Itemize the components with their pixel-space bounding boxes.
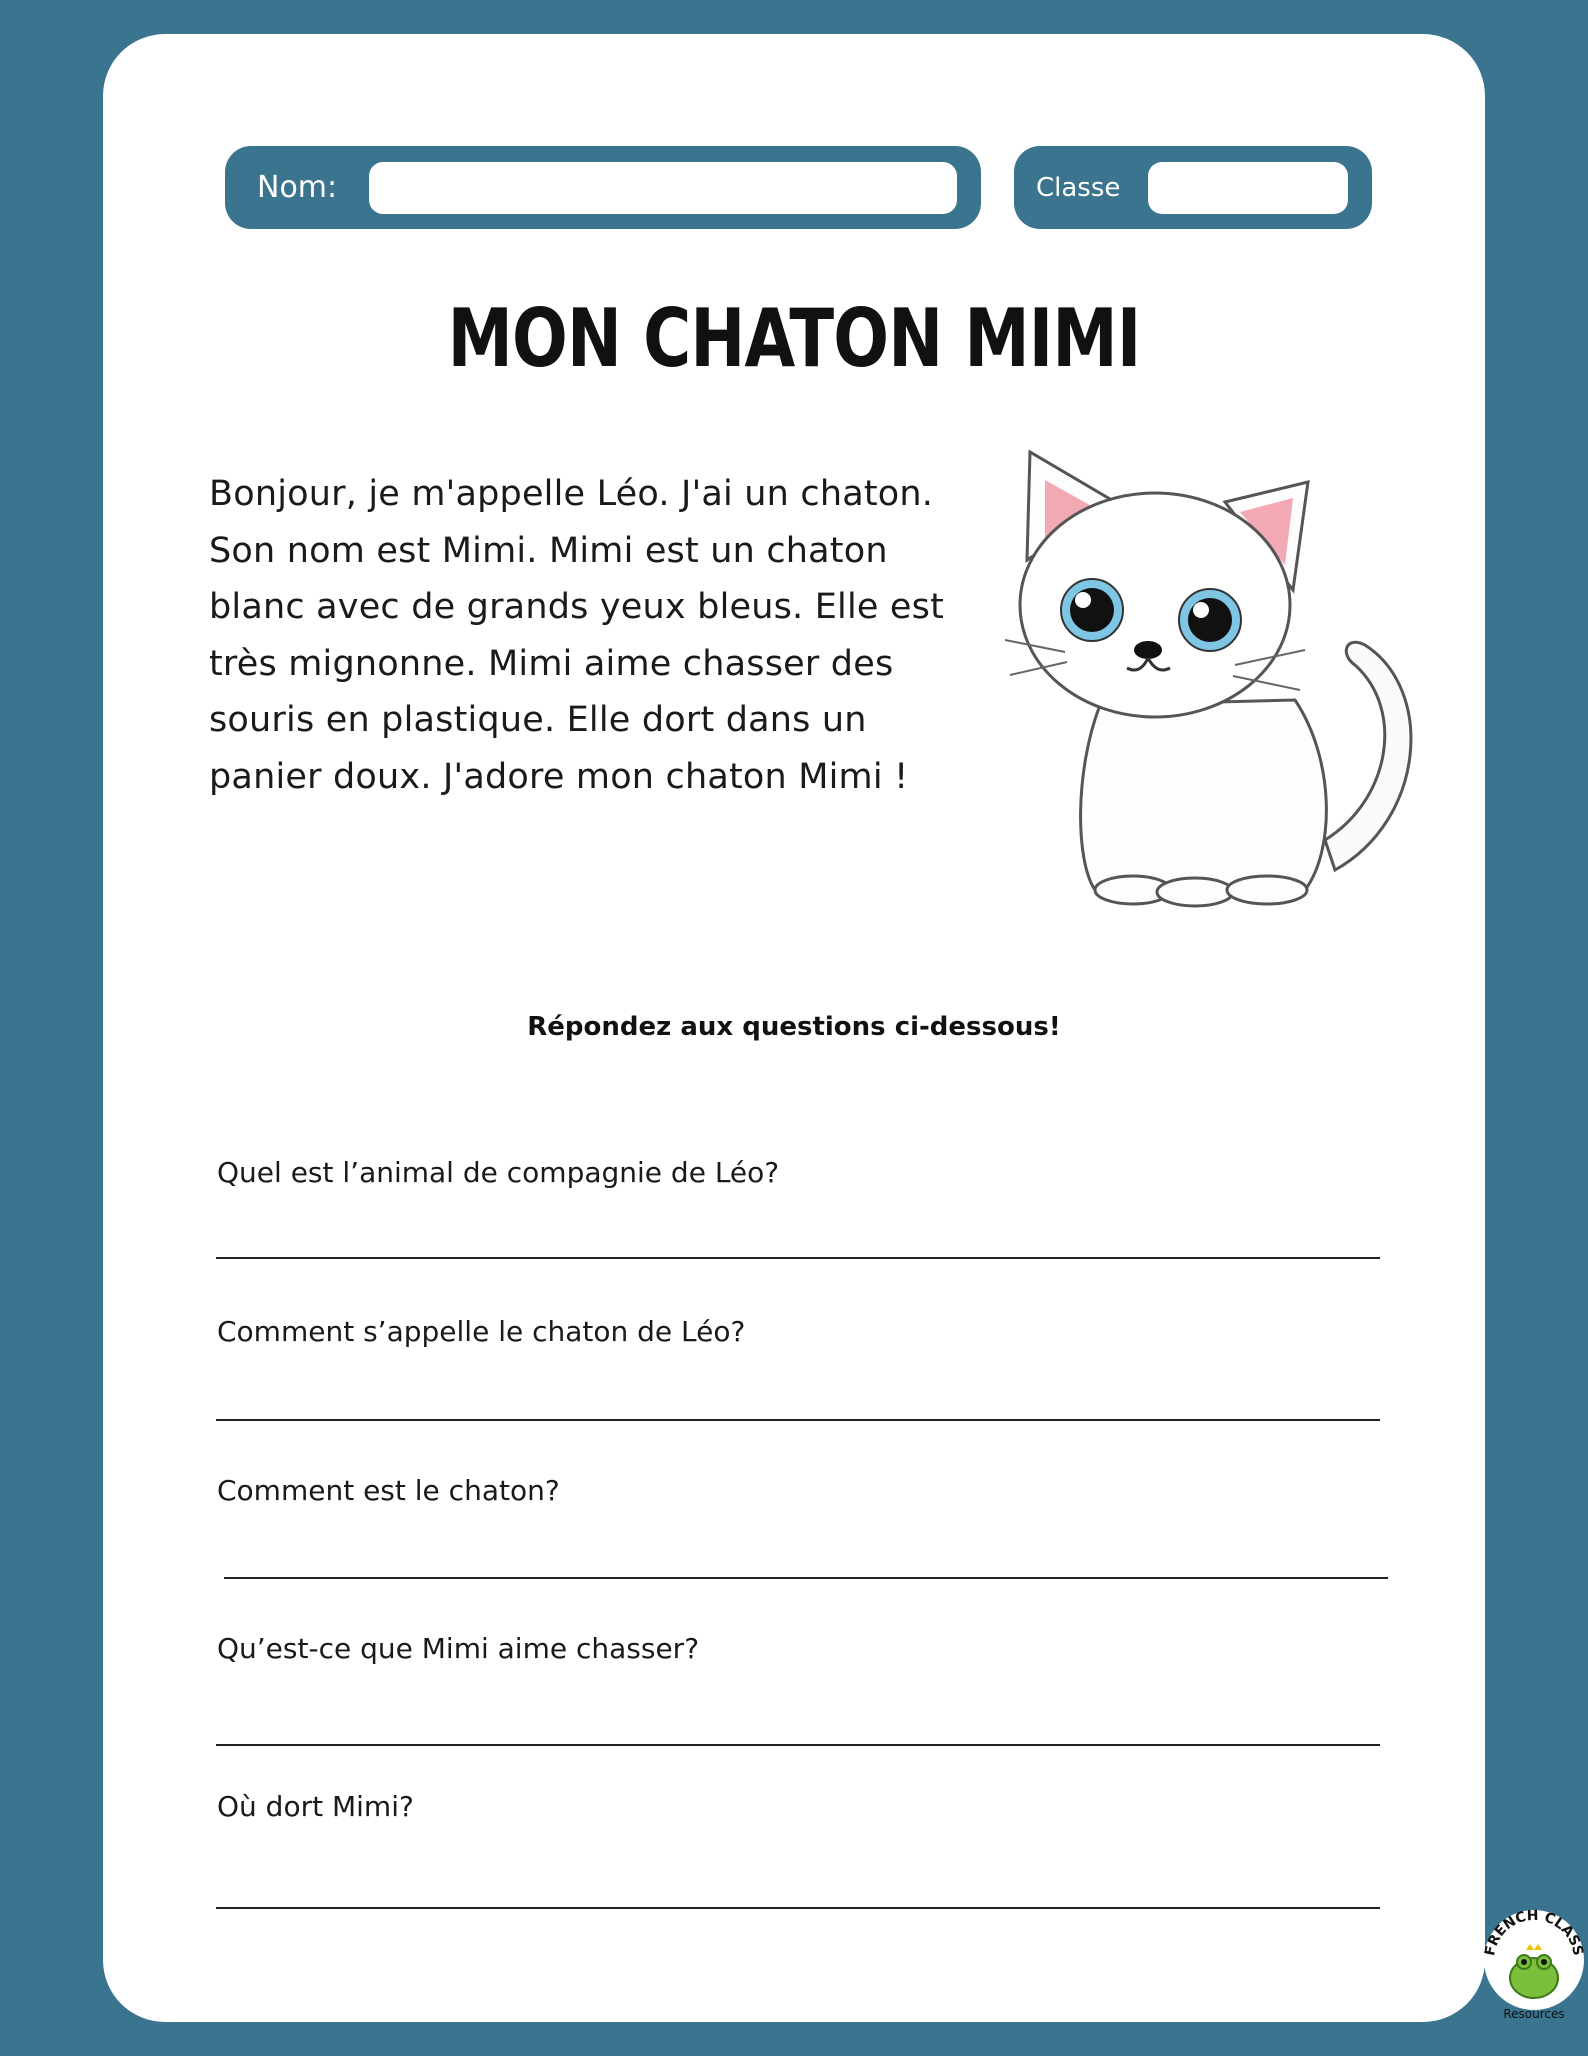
story-paragraph: Bonjour, je m'appelle Léo. J'ai un chaton. Son nom est Mimi. Mimi est un chaton blanc avec de grands yeux bleus. Elle est très mignonne. Mimi aime chasser des souris en plastique. Elle dort dans un panier doux. J'adore mon chaton Mimi ! — [209, 474, 945, 797]
question-2: Comment s’appelle le chaton de Léo? — [217, 1315, 746, 1348]
answer-line-3[interactable] — [224, 1577, 1388, 1579]
logo-top-text: FRENCH CLASS — [1482, 1907, 1586, 1958]
class-input[interactable] — [1148, 162, 1348, 214]
question-1: Quel est l’animal de compagnie de Léo? — [217, 1156, 780, 1189]
name-field-box — [225, 146, 981, 229]
question-4: Qu’est-ce que Mimi aime chasser? — [217, 1632, 700, 1665]
name-label: Nom: — [257, 170, 338, 205]
question-3: Comment est le chaton? — [217, 1474, 560, 1507]
page-title: MON CHATON MIMI — [447, 292, 1141, 385]
logo-bottom-text: Resources — [1503, 2007, 1565, 2021]
name-input[interactable] — [369, 162, 957, 214]
answer-line-4[interactable] — [216, 1744, 1380, 1746]
kitten-illustration — [1005, 440, 1425, 910]
answer-line-5[interactable] — [216, 1907, 1380, 1909]
instructions-heading: Répondez aux questions ci-dessous! — [527, 1012, 1061, 1042]
question-5: Où dort Mimi? — [217, 1790, 414, 1823]
class-field-box — [1014, 146, 1372, 229]
answer-line-1[interactable] — [216, 1257, 1380, 1259]
answer-line-2[interactable] — [216, 1419, 1380, 1421]
class-label: Classe — [1036, 172, 1121, 203]
french-class-resources-logo — [1480, 1900, 1588, 2030]
